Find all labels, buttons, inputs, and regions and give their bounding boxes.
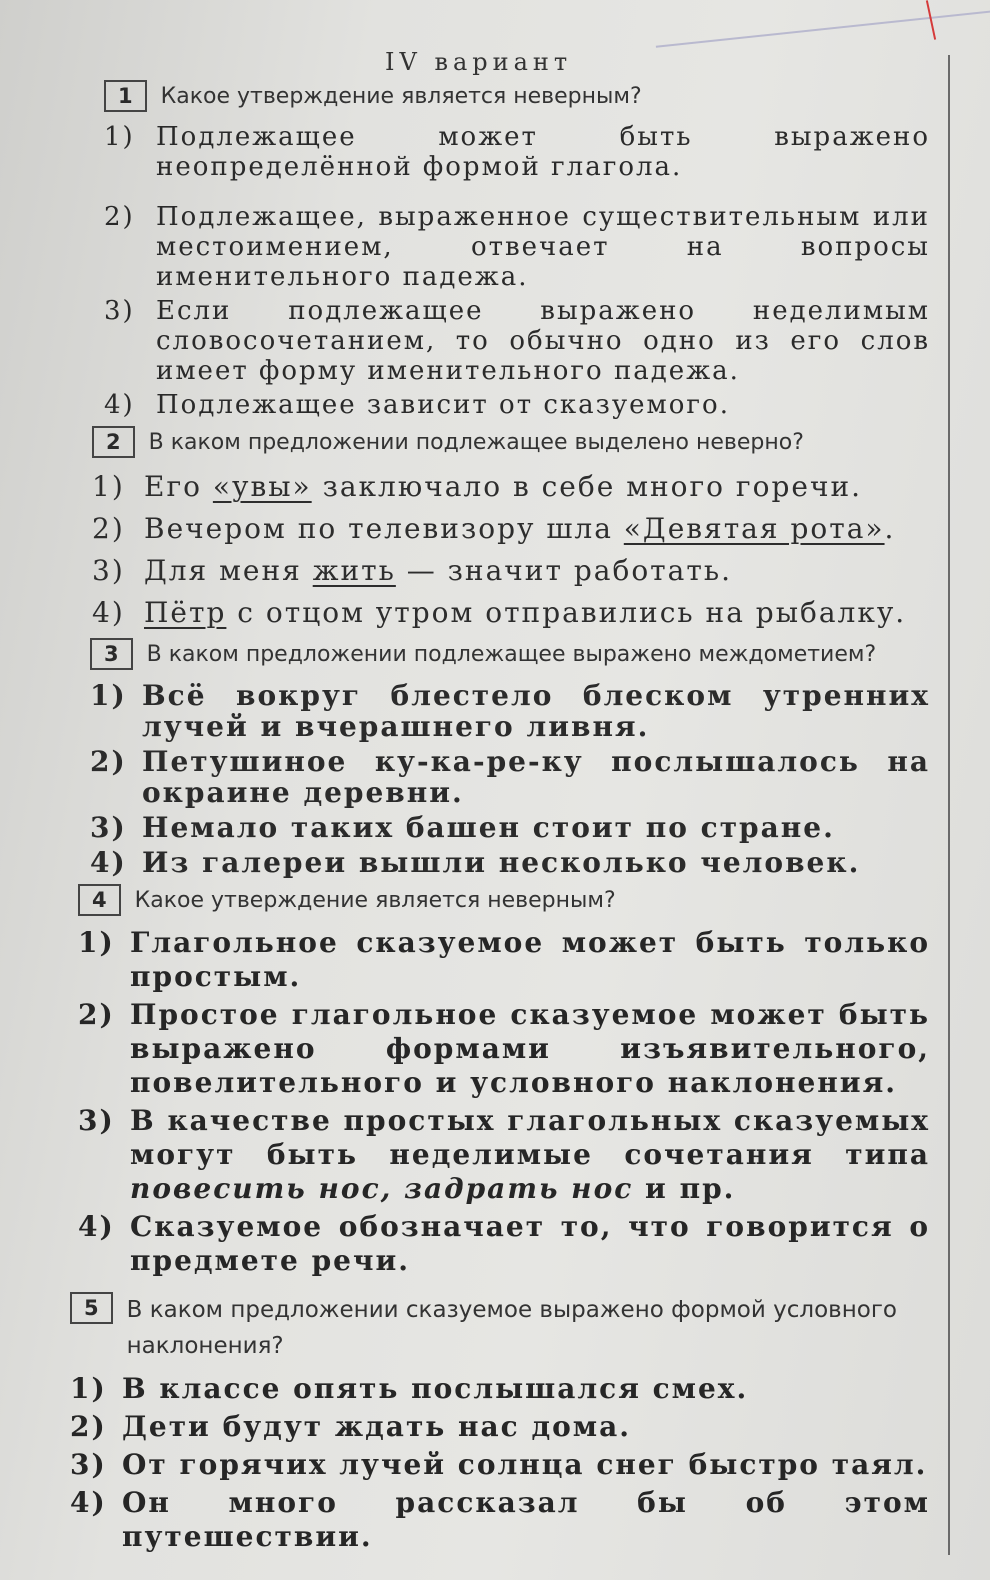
answer-option [70,1372,930,1406]
option-number: 3) [70,1448,107,1481]
task-4 [78,884,930,1278]
option-number: 3) [90,811,127,844]
option-text [144,594,930,632]
task-number-box: 5 [70,1292,113,1324]
underlined-subject: жить [312,554,396,587]
option-number: 2) [92,512,125,545]
variant-title: IV вариант [385,48,573,76]
answer-option [78,926,930,994]
task-number-box: 2 [92,426,135,458]
answer-option [78,1104,930,1206]
option-number: 2) [90,745,127,778]
answer-option [104,202,930,292]
answer-options [78,926,930,1278]
option-number: 4) [70,1486,107,1519]
option-text: От горячих лучей солнца снег быстро таял. [122,1448,928,1481]
option-number: 1) [104,122,135,152]
answer-option [90,812,930,843]
option-text: Немало таких башен стоит по стране. [142,811,835,844]
text-after: с отцом утром отправились на рыбалку. [226,596,907,629]
task-header [78,884,930,918]
answer-options [104,122,930,420]
task-question: В каком предложении подлежащее выделено неверно? [148,430,804,455]
text-after: заключало в себе много горечи. [311,470,863,503]
task-2 [92,426,930,632]
task-question: Какое утверждение является неверным? [160,84,642,109]
text-after: — значит работать. [395,554,733,587]
answer-option [104,122,930,182]
tasks-list [70,80,930,1560]
task-header [92,426,930,460]
option-text: Он много рассказал бы об этом путешествии. [122,1486,930,1553]
underlined-subject: «Девятая рота» [623,512,885,545]
option-number: 4) [92,596,125,629]
option-number: 1) [70,1372,107,1405]
task-number-box: 4 [78,884,121,916]
task-number-box: 1 [104,80,147,112]
text-before: Для меня [144,554,313,587]
answer-options [90,680,930,878]
answer-option [78,998,930,1100]
pencil-mark [656,10,990,48]
answer-options [92,468,930,632]
option-number: 3) [104,296,135,326]
option-number: 2) [104,202,135,232]
option-number: 2) [70,1410,107,1443]
option-number: 1) [92,470,125,503]
task-header [90,638,930,672]
option-text: Подлежащее, выраженное существительным или местоимением, отвечает на вопросы именительного падежа. [156,202,930,292]
answer-option [90,680,930,742]
answer-option [92,510,930,548]
text-before: В качестве простых глагольных сказуемых могут быть неделимые сочетания типа [130,1104,930,1171]
text-before: Его [144,470,213,503]
answer-option [104,390,930,420]
answer-option [70,1486,930,1554]
text-before: Вечером по телевизору шла [144,512,624,545]
task-1 [104,80,930,420]
answer-option [70,1410,930,1444]
task-5 [70,1292,930,1554]
underlined-subject: Пётр [144,596,227,629]
option-number: 2) [78,998,115,1031]
text-after: и пр. [633,1172,736,1205]
task-header [70,1292,930,1364]
text-after: . [884,512,896,545]
option-text: Простое глагольное сказуемое может быть выражено формами изъявительного, повелительного и условного наклонения. [130,998,930,1099]
red-margin-mark [926,0,936,40]
answer-option [104,296,930,386]
task-number-box: 3 [90,638,133,670]
option-text [144,510,930,548]
option-number: 1) [90,679,127,712]
option-text [144,552,930,590]
option-text: Из галереи вышли несколько человек. [142,846,861,879]
page-margin-line [948,55,950,1555]
option-number: 4) [78,1210,115,1243]
answer-option [92,594,930,632]
option-number: 4) [90,846,127,879]
option-text [144,468,930,506]
option-text: Подлежащее может быть выражено неопределённой формой глагола. [156,122,930,182]
answer-option [90,746,930,808]
option-text: Подлежащее зависит от сказуемого. [156,390,730,420]
task-question: Какое утверждение является неверным? [134,888,616,913]
option-text: Дети будут ждать нас дома. [122,1410,632,1443]
task-question: В каком предложении сказуемое выражено формой условного наклонения? [126,1297,897,1359]
task-header [104,80,930,114]
option-text: Глагольное сказуемое может быть только простым. [130,926,930,993]
answer-option [78,1210,930,1278]
option-text: Петушиное ку-ка-ре-ку послышалось на окраине деревни. [142,745,930,809]
answer-option [70,1448,930,1482]
option-number: 4) [104,390,135,420]
task-3 [90,638,930,878]
option-text: Всё вокруг блестело блеском утренних лучей и вчерашнего ливня. [142,679,930,743]
option-text: Сказуемое обозначает то, что говорится о предмете речи. [130,1210,930,1277]
task-question: В каком предложении подлежащее выражено междометием? [146,642,877,667]
answer-option [90,847,930,878]
answer-option [92,468,930,506]
option-text [130,1104,930,1206]
option-text: В классе опять послышался смех. [122,1372,749,1405]
italic-example: повесить нос, задрать нос [130,1172,634,1205]
answer-option [92,552,930,590]
option-text: Если подлежащее выражено неделимым словосочетанием, то обычно одно из его слов имеет форму именительного падежа. [156,296,930,386]
option-number: 3) [92,554,125,587]
underlined-subject: «увы» [212,470,312,503]
option-number: 1) [78,926,115,959]
option-number: 3) [78,1104,115,1137]
answer-options [70,1372,930,1554]
